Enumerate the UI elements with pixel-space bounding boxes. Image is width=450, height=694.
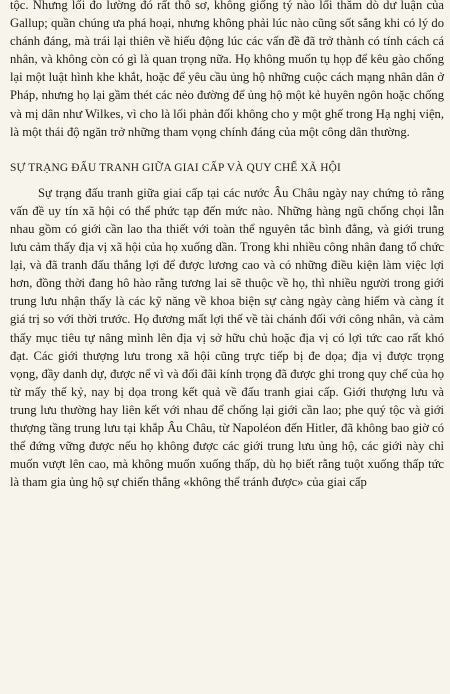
body-paragraph-continued: tộc. Nhưng lối đo lường đó rất thô sơ, không giống tý nào lối thăm dò dư luận của Gallup; quần chúng ưa phá hoại, nhưng không phải lúc nào cũng sốt sắng khi có lý do chánh đáng, mà trái lại thiên về hiếu động lúc các vấn đề đã trở thành có tính cách cá nhân, và không còn có gì là quan trọng nữa. Họ không muốn tụ họp để kêu gào chống lại một luật hình khe khắt, hoặc để yêu cầu ủng hộ những cuộc cách mạng nhân dân ở Pháp, nhưng họ lại gầm thét các nẻo đường để ủng hộ một kẻ huyên ngôn hoặc chống và mị dân như Wilkes, vì cho là lối phản đối không cho y một ghế trong Hạ nghị viện, là một thái độ ngăn trở những tham vọng chính đáng của một công dân thường. <box>10 0 444 139</box>
body-paragraph-class-struggle: Sự trạng đấu tranh giữa giai cấp tại các nước Âu Châu ngày nay chứng tỏ rằng vấn đề uy tín xã hội có thể phức tạp đến mức nào. Những hàng ngũ chống chọi lẫn nhau gồm có giới cần lao tha thiết với toàn thể nguyên tắc bình đẳng, và giới trung lưu cảm thấy địa vị xã hội của họ xuống dần. Trong khi nhiều công nhân đang tổ chức lại, và đã tranh đấu thắng lợi để được lương cao và có những điều kiện làm việc lợi hơn, đồng thời đang hô hào rằng tương lai sẽ thuộc về họ, thì nhiều người trong giới trung lưu nhận thấy là các kỹ năng về khoa biện sự càng ngày càng hiếm và càng ít giá trị so với thời trước. Họ đương mất lợi thế về tài chánh đối với công nhân, và cảm thấy mục tiêu tự nâng mình lên địa vị sở hữu chủ hoặc địa vị có lợi tức cao rất khó đạt. Các giới thượng lưu trong xã hội cũng trực tiếp bị đe dọa; địa vị được trọng vọng, đầy danh dự, được nể vì và đối đãi kính trọng đã được ghi trong quy chế của họ từ mấy thế kỷ, nay bị dọa trong kết quả về đấu tranh giai cấp. Giới thượng lưu và trung lưu thường hay liên kết với nhau để chống lại giới cần lao; phe quý tộc và giới thượng tầng trung lưu tại khắp Âu Châu, từ Napoléon đến Hitler, đã không bao giờ có thể đứng vững được nếu họ không được các giới trung lưu ủng hộ, các giới này chỉ muốn vượt lên cao, mà không muốn xuống thấp, dù họ biết rằng tuột xuống thấp tức là tham gia ủng hộ sự chiến thắng «không thể tránh được» của giai cấp <box>10 185 444 490</box>
section-heading: SỰ TRẠNG ĐẤU TRANH GIỮA GIAI CẤP VÀ QUY CHẾ XÃ HỘI <box>10 161 341 174</box>
